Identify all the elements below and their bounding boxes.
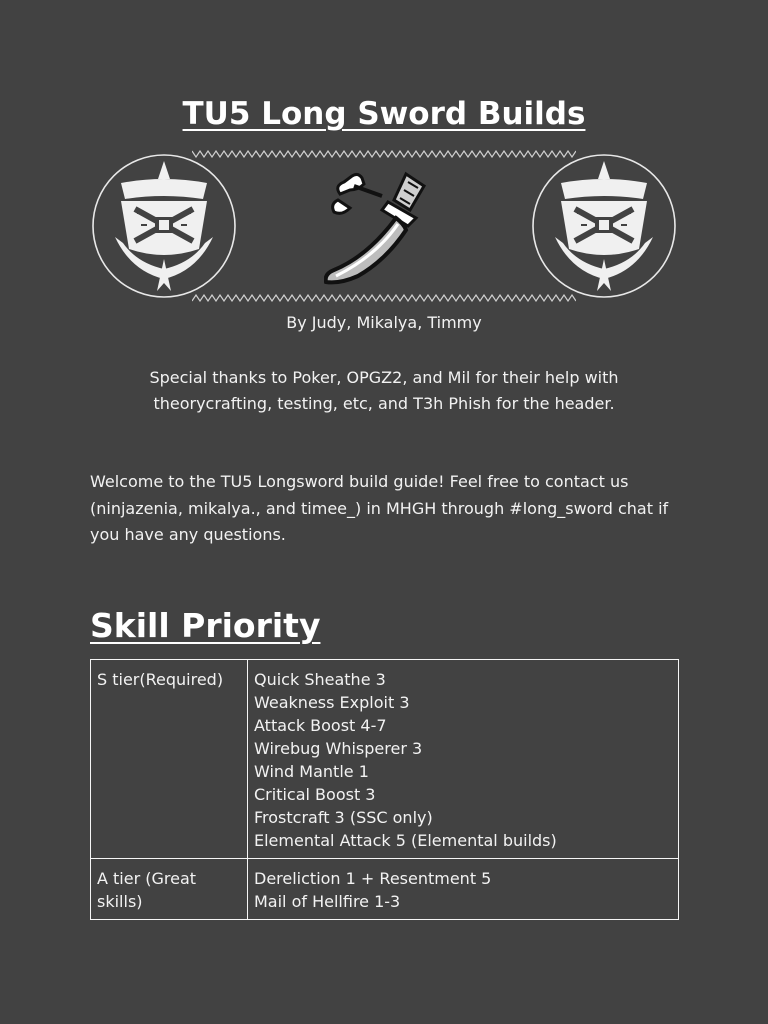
table-row <box>91 660 679 859</box>
tier-cell: A tier (Great skills) <box>91 859 248 920</box>
skill-item: Weakness Exploit 3 <box>254 693 410 712</box>
authors-line: By Judy, Mikalya, Timmy <box>286 313 482 332</box>
intro-paragraph: Welcome to the TU5 Longsword build guide! Feel free to contact us (ninjazenia, mikalya., and timee_) in MHGH through #long_sword chat if you have any questions. <box>90 472 669 544</box>
long-sword-icon <box>324 164 444 290</box>
guild-crest-icon <box>531 153 677 299</box>
zigzag-divider-bottom <box>192 294 576 302</box>
table-row <box>91 859 679 920</box>
skill-item: Mail of Hellfire 1-3 <box>254 892 401 911</box>
skill-item: Dereliction 1 + Resentment 5 <box>254 869 492 888</box>
zigzag-divider-top <box>192 150 576 158</box>
skill-item: Critical Boost 3 <box>254 785 376 804</box>
section-heading-skill-priority: Skill Priority <box>90 606 321 645</box>
guild-crest-icon <box>91 153 237 299</box>
skill-item: Quick Sheathe 3 <box>254 670 386 689</box>
skills-cell <box>248 660 679 859</box>
skill-item: Wind Mantle 1 <box>254 762 369 781</box>
header-banner <box>88 148 680 308</box>
skill-item: Attack Boost 4-7 <box>254 716 387 735</box>
tier-cell: S tier(Required) <box>91 660 248 859</box>
skill-item: Wirebug Whisperer 3 <box>254 739 423 758</box>
skills-cell <box>248 859 679 920</box>
skill-item: Elemental Attack 5 (Elemental builds) <box>254 831 557 850</box>
skill-item: Frostcraft 3 (SSC only) <box>254 808 433 827</box>
thanks-paragraph: Special thanks to Poker, OPGZ2, and Mil for their help with theorycrafting, testing, etc, and T3h Phish for the header. <box>149 368 619 413</box>
skill-priority-table <box>90 659 679 920</box>
page-title: TU5 Long Sword Builds <box>182 96 586 132</box>
